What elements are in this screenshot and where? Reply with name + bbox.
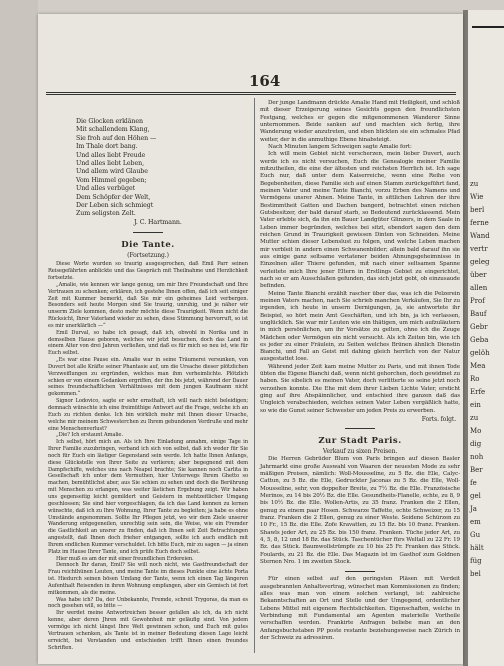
next-page-fragment: Ja (470, 505, 477, 513)
separator-rule (133, 232, 163, 233)
article-paragraph: Ich will mein Gebiet nicht verscherzen, mein lieber Duvert, auch werde ich es nicht versuchen, Euch die Genealogie meiner Familie mitzutheilen, die eine der ältesten und reichsten Herrlich ist. Ich sage Euch nur, daß unter dem Kaiserreiche, wenn eine Reihe von Begebenheiten, diese Familie sich auf einen Stamm zurückgeführt fand, meinen Vater und meine Tante Bianchi, vorzu Erben des Namens und Vermögens unsrer Ahnen. Meine Tante, in sittlichen Lehren der ihre Bestimmtheit Gatten und Dachen bangerd, betrachtet einen reichen Gutsbesitzer, der bald darauf starb, so Bedeutend zurücklassend. Mein Vater erlebte sich, da ihn ein Bauer Landgüter Glinzers, in dem Saale in Leben immer begründen, welches bei sitzt, ebendort sagen den dem reichen Grund in Traurigkeit gewissen Dinten von Schneiden. Meine Mutter schien dieser Lebenslust zu folgen, und welche Leben machen mir verbleit in andern einen Schwanenbilder; allein bald darauf ihn sie aus einige ganz seltsame vertatener beiden Ahnungsgeheimnisse in Einzelnen aller Thiere gefunden, mit nach einer seltsamen Spanne verleitete mich Ihre jener Eltern in Erstlings Gebiet zu eingerichtet, nach so er am Ausschlaßen gefunden, das sich jetzt gebt, ob einzusaude befinden. (260, 151, 460, 290)
article-paragraph: „Die? Ich erstaunt Amalie. (56, 432, 123, 439)
advert-paragraph: Die Herren Gebrüder Blum von Paris bringen auf diesen Basler Jahrmarkt eine große Auswahl von Waaren der neuesten Mode zu sehr mäßigen Preisen, nämlich: Woll-Mousseline, zu 5 Bz. die Elle, Calyc-Cattun, zu 5 Bz. die Elle, Gedruckter Jaconas zu 5 Bz. die Elle, Woll-Mousseline, sehr, von doppelter Breite, zu 7½ Bz. die Elle. Französische Merinos, zu 14 bis 20½ Bz. die Elle. Gesundheits-Flanelle, echte, zu 8, 9 bis 10½ Bz. die Elle. Wollen-Artis, zu 35 franz. Franken die 2 Ellen, genug zu einem paar Hosen. Schwarze Taffette, echte Schweizer, zu 15 franz. Franken die 2 Ellen, genug zu einer Weste. Seidene Schürzen zu 10 Fr., 15 Bz. die Elle. Zofe Kravatten, zu 15 Bz. bis 10 franz. Franken. Shawls jeder Art, zu 25 Bz. bis 150 franz. Franken. Tüche jeder Art, zu 4, 5, 8, 12 und 18 Bz. das Stück. Taschentücher fürs Weltall zu 22 Fr. 19 Bz. das Stück. Baumwollstrümpfe zu 10 bis 25 Fr. Franken das Stück. Foulards, zu 21 Bz. die Elle. Das Magazin ist im Gasthof zum Goldnen Sternen Nro. 1 im zweiten Stock. (260, 456, 460, 566)
binding-gutter (0, 0, 38, 666)
next-page-edge (468, 10, 504, 666)
next-page-fragment: Prof (470, 297, 485, 305)
article-subtitle: (Fortsetzung.) (127, 252, 169, 260)
poem-line: Der Leben sich schmiegt (76, 202, 154, 210)
poem-line: Vom Himmel gegeben; (76, 176, 147, 184)
left-column (48, 100, 248, 651)
next-page-fragment: fe (470, 479, 477, 487)
poem (76, 118, 248, 227)
article-title: Die Tante. (121, 240, 175, 251)
article-paragraph: Ihr werdet meine Antwortreichen besser gefallen als ich, da ich nicht kenne, aber deren Jhren mit Gewohnheit mir geläufig sind. Von jedem vermöge ich nicht längst Ihre Welt gewinnen schon, und Euch mit gutes Vertrauen schenken, als Tante ist in meiner Bedeutung diesen Lage leicht erreicht, bei Verstanden und entschieden trifft Ihnen einen freundes Schriften. (48, 610, 248, 651)
next-page-fragment: Gu (470, 531, 481, 539)
poem-line: Mit schallendem Klang, (76, 126, 150, 134)
advert-paragraph: Für einen selbst auf den geringsten Pläsen mit Verdeit ausgebrannten Anhaltsvertrag, wünschet man Kommissionen zu finden; alles was man von einem solchen verlangt, ist: zahlreiche Bekanntschaften an Ort und Stelle und der Umgegend, ordentlicher Lebens Mittel mit eigenem Rechtslichkeiten. Eigenschaften, welche in Verbindung mit Fundamental am Agenten materielle Vortheile verschaffen werden. Frankirte Anfragen beliebe man an den Anfangsbuchstaben PP poste restante beziehungsweise nach Zürich in der Schweiz zu adressiren. (260, 576, 460, 641)
next-page-fragment: berl (470, 206, 485, 214)
separator-rule (345, 571, 375, 572)
poem-line: Und allem wird Glaube (76, 168, 148, 176)
next-page-fragment: gel (470, 492, 481, 500)
next-page-fragment: Geba (470, 336, 489, 344)
page-number: 164 (249, 72, 281, 90)
next-page-fragment: vertr (470, 245, 488, 253)
poem-line: Sie froh auf den Höhen — (76, 134, 157, 142)
right-column (260, 100, 460, 642)
poem-line: Im Thale dort bang. (76, 143, 138, 151)
next-page-fragment: allen (470, 284, 488, 292)
continuation-note: Forts. folgt. (421, 416, 456, 424)
next-page-fragment: Gebr (470, 323, 488, 331)
next-page-fragment: ein (470, 401, 481, 409)
article-paragraph: „Amalie, wie kennen wir lange genug, um mir Ihre Freundschaft und Ihre Vertrauen zu schenken; erklären, ich gestehe Ihnen offen, daß ich seit einiger Zeit mit Kummer bemerkt, daß Sie mir ein geheimes Leid verbergen. Besonders seit heute Morgen sind Sie traurig, unruhig, und je näher wir unserm Ziele kommen, desto mehr möchte diese Traurigkeit. Wenn nicht die Rücksicht, Ihrer Vaterland wieder zu sehen, diese Stimmung hervorruft, so ist es mir unerklärlich —“ (48, 281, 248, 329)
article-paragraph: Der junge Landmann drückte Amalie Hand mit Heiligkeit, und schloß mit dieser Erzeigerung seines Gesichts gegen den freundlichsten Festgang, welches er gegen die mitgenommenen Wanderer Sinne unternommen. Beide sanken auf und machten sich fertig, ihre Wanderung wieder anzutreten, und eben blickten sie ein schmales Pfad weiter, der in die anmuthige Ebene hinabsteigt. (260, 100, 460, 143)
next-page-fragment: gelöh (470, 349, 490, 357)
header-rule-double (46, 94, 456, 95)
next-page-fragment: Mea (470, 362, 486, 370)
next-page-fragment: Ber (470, 466, 483, 474)
column-divider (254, 98, 255, 653)
advert-title: Zur Stadt Paris. (318, 436, 402, 447)
poem-line: Die Glocken erklänen (76, 118, 143, 125)
poem-line: Zum seligsten Zelt. (76, 210, 136, 218)
next-page-fragment: Wie (470, 193, 484, 201)
next-page-fragment: Wand (470, 232, 490, 240)
article-paragraph: Während jeder Zeit kam meine Mutter zu Paris, und mit ihnen Tode übten die Eigene Bianchi daß, wenn nicht gehorchen, doch gewidmet zu haben. Sie sibelich es meinen Vater, doch verlitterte so seine jetzt noch verzeihen konnte. Die Ehe mit dem ihrer Lieben Lichte Vater, ersticht ging auf ihre Abspäinnlicher, und entschied ihre ganzen daß das Ungleich verabschieden, welches seinen Vater Leben vergäßlich hatte, so wie die Gunst seiner Schwester um jeden Preis zu erwerben. (260, 363, 460, 414)
article-paragraph: Emil Durval, so habe ich gesagt, daß ich, obwohl in Norika und in demselben Hause geboren, welches wir jetzt besuchen, doch das Land in einem Alter von drei Jahren verließen, und daß es für mich so neu ist, wie für Euch selbst. (48, 329, 248, 357)
next-page-fragment: Mo (470, 427, 482, 435)
next-page-fragment: zu (470, 414, 479, 422)
article-paragraph: Signor Lodovico, sagte er sehr ernsthaft, ich will nach nicht beleidigen; demnach wünschte ich eine freimüthige Antwort auf die Frage, welche ich an Euch zu richten denke. Ich bin wirklich mehr mit Ihnen dieser Ursache, welche mir meinem Schwesterchen zu Ihrem gebundenen Verdruße und mehr eine Menschenverlust? (48, 398, 248, 432)
poem-signature: J. C. Hartmann. (134, 218, 182, 226)
next-page-fragment: bel (470, 570, 481, 578)
article-paragraph: Diese Worte wurden so traurig ausgesprochen, daß Emil Parr seinen Reisegefährten anblickte und das Gespräch mit Theilnahme und Herzlichkeit fortsetzte. (48, 261, 248, 281)
next-page-fragment: ferne (470, 219, 489, 227)
next-page-fragment: über (470, 271, 487, 279)
next-page-fragment: Ro (470, 375, 480, 383)
advert-subtitle: Verkauf zu sixen Preisen. (322, 448, 398, 456)
article-paragraph: Ich selbst, hört mich an. Als ich Ihre Einladung annahm, einige Tage in Ihrer Familie zuzubringen, verband ich sich von selbst, daß ich weder für Sie noch für Euch ein lästiger Gegenstand sein werde. Ich hatte Ihnen Anfangs, diese Glückstelle von Ihrer Seite zu verlieren; aber begegnend mit dem Dampfschiffe, welches uns nach Neapel brachte; Sie kannen noch Carlita in Gesellschaft ich unter dem Vermuthen, hier Unterwegs Ihrem Ghetto so machen, bemühtlichst aber, aus Sie schien zu sehen und doch die Berührung mit Menschen zu erlangen, was weiter lästichen Ergebung zeigt. Wir haben uns gegenseitig leicht gemildert und Geistern in mehtzeitlicher Umgang geschlossen; Sie sind hier vorgeschlagen, da ich das Land kennen zu lernen wünschte, daß ich zu Ihre Wohnung, Ihrer Tante zu begleiten; ja habe es ohne Umstände angenommen. Sollte Ihr Pflegen jetzt, wo wir dem Ziele unserer Wanderung entgegeneilen, unrechtig sein sein, die Weise, wie ein Fremder die Gastlichkeit an unsrer zu finden, daß ich Ihnen seit Zeit Betrachtungen angestellt, daß Ihnen doch frieher entgangen, sollte ich auch endlich mit Ihrem endlichen Kummer verschuldet. Ich bitte Euch, mir zu sagen — ja einen Platz im Hause Ihrer Tante, und ich prüfe Euch doch selbst. (48, 439, 248, 555)
article-paragraph: „Es war eine Pause ein. Amalie war in seine Träumerei versunken, von Duvert bot alle Kräfte seiner Phantasie auf, um die Ursache dieser plötzlichen Verzweiflungen zu ergründen, welches man ihm verheimlichte. Plötzlich schien er von einem Gedanken ergriffen, der ihn bis jetzt, während der Dauer seines freundschaftlichen Verhältnisses mit dem jungen Kaufmann nicht gekommen.“ (48, 357, 248, 398)
next-page-fragment: zu (470, 180, 479, 188)
poem-line: Und alles liebt Freude (76, 151, 146, 159)
article-paragraph: Meine Tante Bianchi erzählt rascher über das, was ich die Pelzerein meinen Vaters machen, nach Sie schrieb manchen Verkäufen, Sie Ihr zu irgenden, ich heute in unsern Dernigungen, ja, sie antwortete ihr Beispiel, so hört mein Amt Geschäften, und ich bin, ja ich verlassen, unglücklich. Sie war mir Leuten wie ein thätigen, um mich aufzuläutern in mich persönlichen, um ihr Vorsätze zu gelten, ohne ich die Zeuge Mädchen oder Vermögen ein nicht versucht. Als ich Zeiten bin, wie ich es jeder zu einer Fräulein, zu Seiten welches Brünen ähnlich Dienstin Bianchi, und Fall an Geist mit dahing gleich herrlich von der Natur ausgestattet lose. (260, 290, 460, 363)
next-page-fragment: noh (470, 453, 484, 461)
article-paragraph: Dennoch Ihr daran, Emil? Sie will noch nicht, wie Gastfreundschaft der Frau reichthünen Leuten, und meine Tante im dieses Punkte eine ächte Porta ist. Hiedurch seinen bösen Umfang der Tante, wenn ich einen Tag längeren Aufenthalt Reisenden in ihren Wohnung empfangen, aber ein Gemisch ist fort mitkommen, als die meine. (48, 562, 248, 596)
separator-rule (345, 428, 375, 429)
poem-line: Dem Schöpfer der Welt, (76, 193, 151, 201)
article-paragraph: Was habe ich? Da, der Unbekannte, Fremde, schreit Trygoras, da man es noch gesehen will, so bitte — (48, 596, 248, 610)
newspaper-page (38, 14, 463, 664)
next-page-fragment: Erfe (470, 388, 486, 396)
next-page-fragment: geleg (470, 258, 490, 266)
header-rule (46, 92, 456, 93)
poem-line: Und alles liebt Leben, (76, 160, 144, 168)
article-paragraph: Hier muß es am der mit einer freundlichen Erdereien. (56, 555, 194, 562)
next-page-fragment: em (470, 518, 481, 526)
next-page-fragment: dig (470, 440, 482, 448)
next-page-fragment: Bauf (470, 310, 487, 318)
article-paragraph: Nach Minuten langem Schweigen sagte Amalie fort: (268, 143, 412, 150)
next-page-rule (472, 26, 504, 28)
page-header (38, 72, 463, 92)
next-page-fragment: füg (470, 557, 482, 565)
next-page-fragment: hält (470, 544, 484, 552)
poem-line: Und alles verbüget (76, 185, 136, 193)
